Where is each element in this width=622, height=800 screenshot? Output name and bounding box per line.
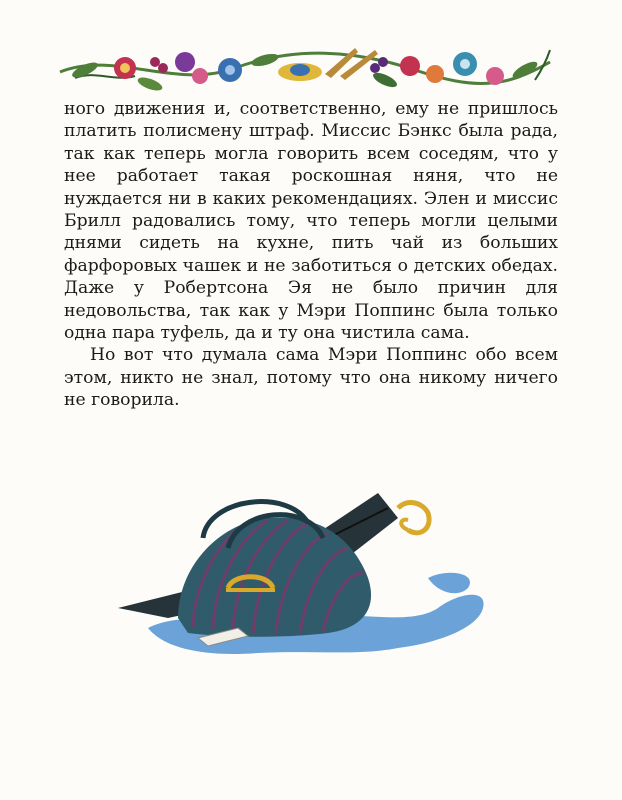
- body-text: [64, 98, 558, 412]
- paragraph: Но вот что думала сама Мэри Поппинс обо всем этом, никто не знал, потому что она никому ничего не говорила.: [64, 345, 558, 411]
- floral-header-ornament: [55, 40, 555, 100]
- bag-and-umbrella-illustration: [108, 478, 508, 678]
- paragraph-continued: ного движения и, соответственно, ему не пришлось платить полисмену штраф. Миссис Бэнкс была рада, так как теперь могла говорить всем соседям, что у нее работает такая роскошная няня, что не нуждается ни в каких рекомендациях. Элен и миссис Брилл радовались тому, что теперь могли целыми днями сидеть на кухне, пить чай из больших фарфоровых чашек и не заботиться о детских обедах. Даже у Робертсона Эя не было причин для недовольства, так как у Мэри Поппинс была только одна пара туфель, да и ту она чистила сама.: [64, 99, 558, 344]
